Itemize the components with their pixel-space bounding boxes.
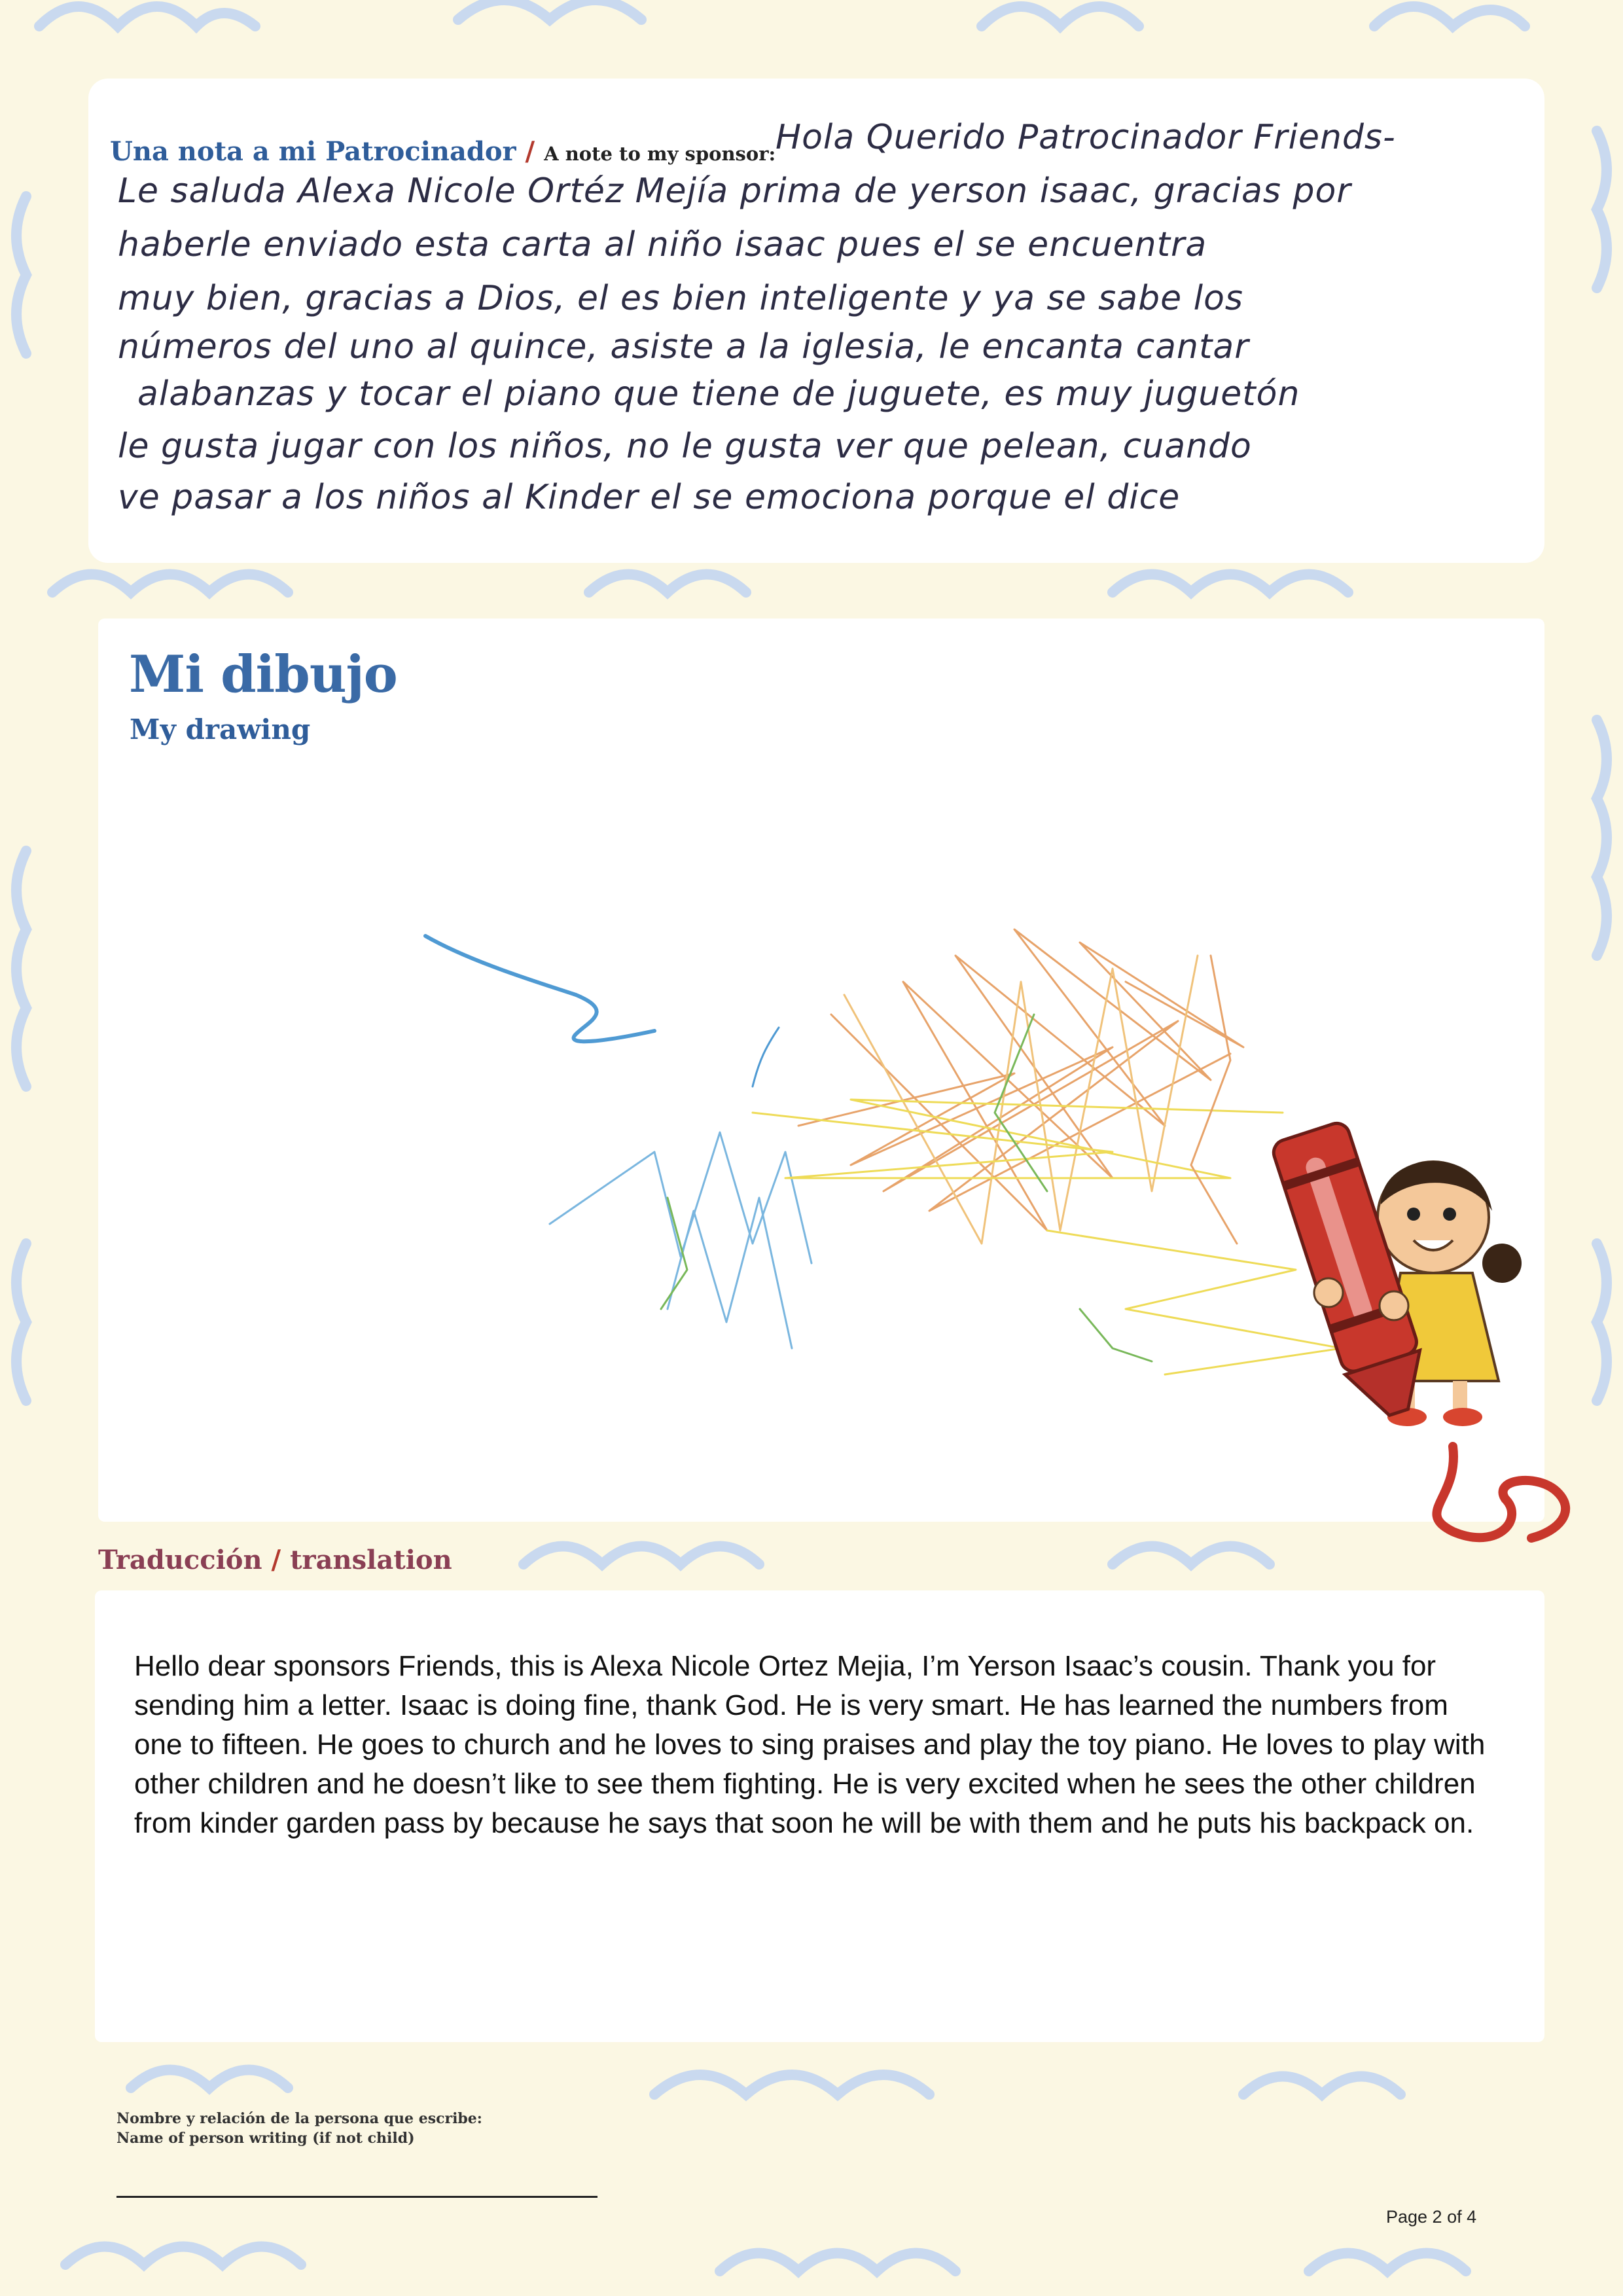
label-separator: / <box>525 136 535 167</box>
handwriting-line: alabanzas y tocar el piano que tiene de juguete, es muy juguetón <box>137 374 1300 414</box>
translation-label-spanish: Traducción <box>98 1545 262 1575</box>
note-label-spanish: Una nota a mi Patrocinador <box>110 136 516 167</box>
handwriting-line: le gusta jugar con los niños, no le gusta ver que pelean, cuando <box>118 427 1252 466</box>
writer-label-english: Name of person writing (if not child) <box>116 2130 415 2147</box>
page-number: Page 2 of 4 <box>1386 2207 1477 2227</box>
note-label-english: A note to my sponsor: <box>544 143 776 165</box>
handwriting-line: muy bien, gracias a Dios, el es bien inteligente y ya se sabe los <box>118 279 1243 318</box>
drawing-title: Mi dibujo <box>129 645 397 704</box>
translation-label <box>98 1545 452 1575</box>
handwriting-line: haberle enviado esta carta al niño isaac pues el se encuentra <box>118 225 1207 264</box>
handwriting-line: Le saluda Alexa Nicole Ortéz Mejía prima de yerson isaac, gracias por <box>118 171 1351 211</box>
writer-label <box>116 2109 482 2148</box>
handwriting-line: Hola Querido Patrocinador Friends- <box>776 118 1396 157</box>
drawing-subtitle: My drawing <box>130 713 311 745</box>
translation-label-english: translation <box>290 1545 452 1575</box>
handwriting-line: ve pasar a los niños al Kinder el se emociona porque el dice <box>118 478 1181 517</box>
label-separator: / <box>271 1545 281 1575</box>
drawing-panel <box>98 619 1544 1522</box>
signature-line <box>116 2196 597 2198</box>
handwriting-line: números del uno al quince, asiste a la iglesia, le encanta cantar <box>118 327 1249 367</box>
writer-label-spanish: Nombre y relación de la persona que escribe: <box>116 2110 482 2127</box>
note-label <box>110 136 776 167</box>
translation-text: Hello dear sponsors Friends, this is Alexa Nicole Ortez Mejia, I’m Yerson Isaac’s cousin. Thank you for sending him a letter. Isaac is doing fine, thank God. He is very smart. He has learned the numbers from one to fifteen. He goes to church and he loves to sing praises and play the toy piano. He loves to play with other children and he doesn’t like to see them fighting. He is very excited when he sees the other children from kinder garden pass by because he says that soon he will be with them and he puts his backpack on. <box>134 1650 1486 1839</box>
